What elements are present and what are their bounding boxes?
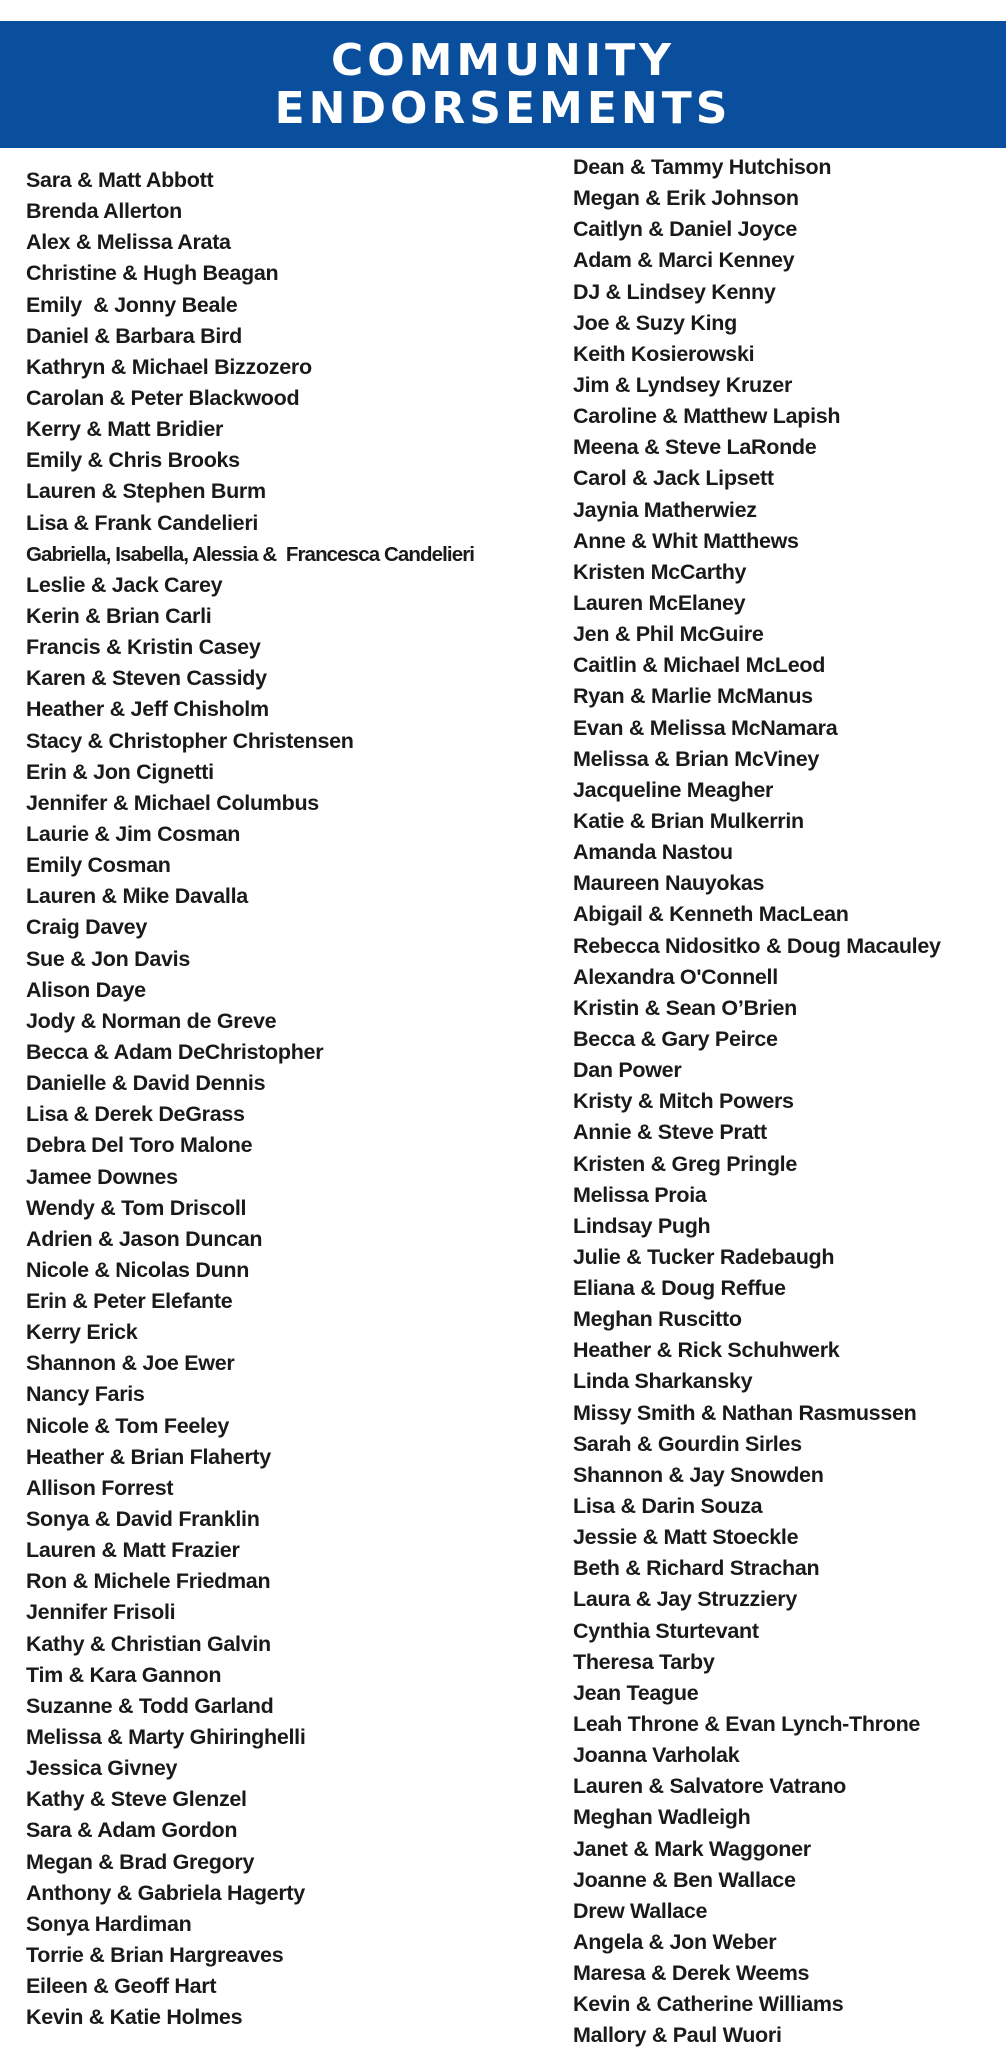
endorser-name: Sue & Jon Davis (26, 946, 190, 971)
endorser-name: Eileen & Geoff Hart (26, 1974, 217, 1999)
endorser-name: Kerry & Matt Bridier (26, 417, 224, 442)
endorser-name: Nicole & Tom Feeley (26, 1413, 229, 1438)
endorser-name: Erin & Peter Elefante (26, 1289, 233, 1314)
endorser-name: Missy Smith & Nathan Rasmussen (573, 1400, 917, 1425)
endorser-name: Leah Throne & Evan Lynch-Throne (573, 1712, 921, 1737)
endorser-name: Shannon & Joe Ewer (26, 1351, 235, 1376)
endorser-name: Lisa & Derek DeGrass (26, 1102, 245, 1127)
endorser-name: Jessie & Matt Stoeckle (573, 1525, 799, 1550)
endorser-name: Jean Teague (573, 1680, 699, 1705)
endorser-name: Annie & Steve Pratt (573, 1120, 767, 1145)
endorser-name: Erin & Jon Cignetti (26, 759, 214, 784)
endorser-name: Kathy & Christian Galvin (26, 1631, 271, 1656)
endorser-name: Carol & Jack Lipsett (573, 466, 774, 491)
endorser-name: Jessica Givney (26, 1756, 178, 1781)
endorser-name: Keith Kosierowski (573, 341, 755, 366)
endorser-name: Meena & Steve LaRonde (573, 435, 817, 460)
endorser-name: Carolan & Peter Blackwood (26, 385, 300, 410)
endorser-name: Danielle & David Dennis (26, 1071, 266, 1096)
endorser-name: Adrien & Jason Duncan (26, 1226, 263, 1251)
endorser-name: Kerry Erick (26, 1320, 138, 1345)
endorser-name: Gabriella, Isabella, Alessia & Francesca Candelieri (26, 542, 475, 566)
endorser-list-left (26, 165, 566, 2033)
endorser-name: Alison Daye (26, 977, 146, 1002)
endorser-name: Rebecca Nidositko & Doug Macauley (573, 933, 941, 958)
endorser-name: Kristen McCarthy (573, 559, 747, 584)
endorser-name: Lisa & Darin Souza (573, 1494, 763, 1519)
endorser-name: Karen & Steven Cassidy (26, 666, 267, 691)
endorser-name: Stacy & Christopher Christensen (26, 728, 354, 753)
endorser-name: Nicole & Nicolas Dunn (26, 1257, 250, 1282)
endorser-name: Angela & Jon Weber (573, 1930, 777, 1955)
endorser-list-right (573, 152, 1003, 2052)
endorser-name: Ryan & Marlie McManus (573, 684, 813, 709)
endorser-name: Allison Forrest (26, 1475, 174, 1500)
endorser-name: Torrie & Brian Hargreaves (26, 1943, 284, 1968)
endorser-name: Caitlin & Michael McLeod (573, 653, 826, 678)
endorser-name: Jim & Lyndsey Kruzer (573, 372, 793, 397)
endorser-name: Brenda Allerton (26, 199, 182, 224)
page-title-line-2: ENDORSEMENTS (274, 82, 732, 134)
endorser-name: Megan & Erik Johnson (573, 186, 799, 211)
endorser-name: Beth & Richard Strachan (573, 1556, 820, 1581)
endorser-name: Linda Sharkansky (573, 1369, 753, 1394)
endorser-name: Becca & Adam DeChristopher (26, 1039, 324, 1064)
endorser-name: Kathryn & Michael Bizzozero (26, 354, 312, 379)
endorser-name: Sara & Matt Abbott (26, 168, 214, 192)
endorser-name: Kristin & Sean O’Brien (573, 995, 797, 1020)
endorser-name: Lauren & Stephen Burm (26, 479, 266, 504)
endorser-name: Amanda Nastou (573, 840, 733, 865)
endorser-name: Kristy & Mitch Powers (573, 1089, 794, 1114)
endorser-name: Anthony & Gabriela Hagerty (26, 1880, 305, 1905)
endorser-name: Mallory & Paul Wuori (573, 2023, 782, 2048)
endorser-name: Anne & Whit Matthews (573, 528, 799, 553)
endorser-name: Meghan Wadleigh (573, 1805, 751, 1830)
endorser-name: Eliana & Doug Reffue (573, 1276, 786, 1301)
endorser-name: Evan & Melissa McNamara (573, 715, 838, 740)
endorser-name: Tim & Kara Gannon (26, 1662, 222, 1687)
endorser-name: Abigail & Kenneth MacLean (573, 902, 849, 927)
endorser-name: Joanne & Ben Wallace (573, 1867, 796, 1892)
endorser-name: Suzanne & Todd Garland (26, 1693, 274, 1718)
endorser-name: Kerin & Brian Carli (26, 603, 212, 628)
endorser-name: Sonya Hardiman (26, 1911, 192, 1936)
endorser-name: Caitlyn & Daniel Joyce (573, 217, 798, 242)
endorser-name: Kevin & Catherine Williams (573, 1992, 844, 2017)
endorser-name: Leslie & Jack Carey (26, 572, 223, 597)
endorser-name: Jacqueline Meagher (573, 777, 774, 802)
endorser-name: Jen & Phil McGuire (573, 622, 764, 647)
header-banner (0, 21, 1006, 148)
endorser-name: Lauren & Salvatore Vatrano (573, 1774, 846, 1799)
endorser-name: Dean & Tammy Hutchison (573, 155, 832, 179)
endorser-name: Shannon & Jay Snowden (573, 1462, 824, 1487)
endorser-name: Heather & Rick Schuhwerk (573, 1338, 840, 1363)
endorser-name: Emily & Jonny Beale (26, 292, 238, 317)
endorser-name: Francis & Kristin Casey (26, 635, 261, 660)
endorser-name: Kristen & Greg Pringle (573, 1151, 797, 1176)
endorser-name: Sara & Adam Gordon (26, 1818, 238, 1843)
endorser-name: Julie & Tucker Radebaugh (573, 1244, 835, 1269)
endorser-name: Lauren & Mike Davalla (26, 884, 248, 909)
endorser-name: Jennifer & Michael Columbus (26, 790, 319, 815)
endorser-name: Emily Cosman (26, 853, 171, 878)
endorser-name: Joe & Suzy King (573, 310, 737, 335)
endorser-name: Meghan Ruscitto (573, 1307, 742, 1332)
endorser-name: Katie & Brian Mulkerrin (573, 808, 804, 833)
endorser-name: Jody & Norman de Greve (26, 1008, 277, 1033)
endorser-name: Kevin & Katie Holmes (26, 2005, 243, 2030)
endorser-name: Jaynia Matherwiez (573, 497, 757, 522)
endorser-name: Maureen Nauyokas (573, 871, 765, 896)
endorser-name: Lauren McElaney (573, 590, 746, 615)
endorser-name: Drew Wallace (573, 1898, 708, 1923)
endorser-name: Emily & Chris Brooks (26, 448, 240, 473)
endorser-name: Wendy & Tom Driscoll (26, 1195, 247, 1220)
endorser-name: Jennifer Frisoli (26, 1600, 176, 1625)
endorser-name: Lauren & Matt Frazier (26, 1538, 240, 1563)
endorser-name: Heather & Jeff Chisholm (26, 697, 269, 722)
endorser-name: Becca & Gary Peirce (573, 1026, 778, 1051)
endorser-name: Janet & Mark Waggoner (573, 1836, 811, 1861)
page-title-line-1: COMMUNITY (330, 34, 676, 86)
endorser-name: Dan Power (573, 1058, 682, 1083)
endorser-name: Nancy Faris (26, 1382, 145, 1407)
endorser-name: Theresa Tarby (573, 1649, 715, 1674)
endorser-name: Melissa & Marty Ghiringhelli (26, 1725, 306, 1750)
endorser-name: Lisa & Frank Candelieri (26, 510, 259, 535)
endorser-name: DJ & Lindsey Kenny (573, 279, 776, 304)
endorser-name: Maresa & Derek Weems (573, 1961, 810, 1986)
endorser-name: Melissa & Brian McViney (573, 746, 820, 771)
endorser-name: Adam & Marci Kenney (573, 248, 795, 273)
endorser-name: Christine & Hugh Beagan (26, 261, 279, 286)
endorser-name: Daniel & Barbara Bird (26, 323, 242, 348)
endorser-name: Heather & Brian Flaherty (26, 1444, 271, 1469)
endorser-name: Melissa Proia (573, 1182, 707, 1207)
endorser-name: Laura & Jay Struzziery (573, 1587, 798, 1612)
endorser-name: Cynthia Sturtevant (573, 1618, 759, 1643)
endorser-name: Alex & Melissa Arata (26, 230, 231, 255)
endorser-name: Sonya & David Franklin (26, 1507, 260, 1532)
endorser-name: Alexandra O'Connell (573, 964, 778, 989)
endorser-name: Joanna Varholak (573, 1743, 740, 1768)
endorser-name: Lindsay Pugh (573, 1213, 711, 1238)
endorser-name: Laurie & Jim Cosman (26, 821, 241, 846)
endorser-name: Jamee Downes (26, 1164, 178, 1189)
endorser-name: Ron & Michele Friedman (26, 1569, 271, 1594)
endorser-name: Sarah & Gourdin Sirles (573, 1431, 802, 1456)
endorser-name: Craig Davey (26, 915, 147, 940)
endorser-name: Megan & Brad Gregory (26, 1849, 255, 1874)
endorser-name: Debra Del Toro Malone (26, 1133, 253, 1158)
endorser-name: Kathy & Steve Glenzel (26, 1787, 247, 1812)
endorser-name: Caroline & Matthew Lapish (573, 404, 841, 429)
